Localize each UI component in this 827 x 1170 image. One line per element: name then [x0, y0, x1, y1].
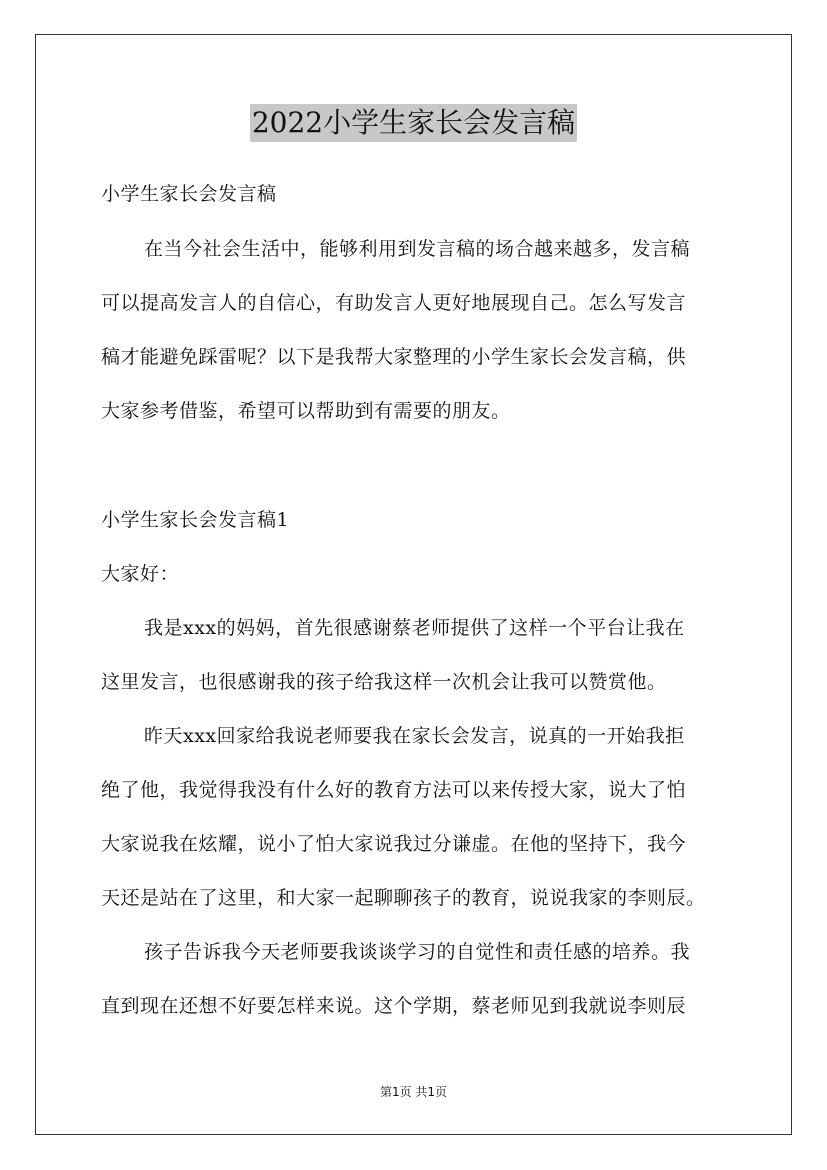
paragraph-line: 这里发言，也很感谢我的孩子给我这样一次机会让我可以赞赏他。 — [101, 671, 667, 693]
paragraph-line: 昨天xxx回家给我说老师要我在家长会发言，说真的一开始我拒 — [144, 725, 685, 747]
document-title: 2022小学生家长会发言稿 — [250, 104, 577, 142]
page-footer: 第1页 共1页 — [379, 1085, 448, 1099]
paragraph-line: 天还是站在了这里，和大家一起聊聊孩子的教育，说说我家的李则辰。 — [101, 887, 706, 909]
paragraph-line: 绝了他，我觉得我没有什么好的教育方法可以来传授大家，说大了怕 — [101, 779, 687, 801]
paragraph-line: 大家说我在炫耀，说小了怕大家说我过分谦虚。在他的坚持下，我今 — [101, 833, 687, 855]
paragraph-line: 孩子告诉我今天老师要我谈谈学习的自觉性和责任感的培养。我 — [144, 941, 691, 963]
subtitle: 小学生家长会发言稿 — [101, 183, 277, 205]
paragraph-line: 我是xxx的妈妈，首先很感谢蔡老师提供了这样一个平台让我在 — [144, 617, 685, 639]
intro-line: 在当今社会生活中，能够利用到发言稿的场合越来越多，发言稿 — [144, 238, 691, 260]
paragraph-line: 直到现在还想不好要怎样来说。这个学期，蔡老师见到我就说李则辰 — [101, 995, 687, 1017]
greeting: 大家好： — [101, 563, 180, 585]
intro-line: 稿才能避免踩雷呢？以下是我帮大家整理的小学生家长会发言稿，供 — [101, 346, 687, 368]
intro-line: 大家参考借鉴，希望可以帮助到有需要的朋友。 — [101, 400, 511, 422]
title-container — [0, 104, 827, 142]
section-heading: 小学生家长会发言稿1 — [101, 509, 290, 531]
intro-line: 可以提高发言人的自信心，有助发言人更好地展现自己。怎么写发言 — [101, 292, 687, 314]
